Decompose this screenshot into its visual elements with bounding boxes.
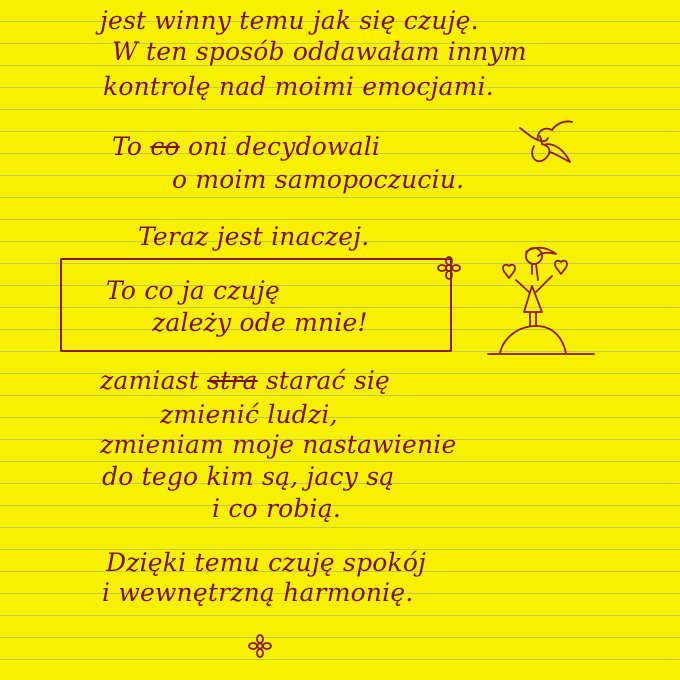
paragraph-3-line-1 (100, 366, 390, 396)
paragraph-3-line-5: i co robią. (212, 494, 341, 523)
girl-on-hill-doodle-icon (486, 240, 596, 360)
quote-line-1: To co ja czuję (106, 276, 280, 305)
closing-line-2: i wewnętrzną harmonię. (102, 578, 414, 607)
paragraph-3-start: zamiast (100, 366, 199, 395)
paragraph-3-line-3: zmieniam moje nastawienie (100, 430, 457, 459)
small-flower-icon (246, 632, 274, 660)
struck-word: co (150, 132, 180, 161)
paragraph-2-line-2: o moim samopoczuciu. (172, 165, 465, 194)
heart-icon (503, 265, 515, 278)
paragraph-3-rest: starać się (265, 366, 391, 395)
bird-doodle-icon (512, 118, 582, 173)
heart-icon (555, 261, 567, 274)
paragraph-3-line-2: zmienić ludzi, (160, 400, 338, 429)
struck-word-2: stra (207, 366, 258, 395)
quote-line-2: zależy ode mnie! (152, 308, 368, 337)
note-line-2: W ten sposób oddawałam innym (112, 37, 527, 66)
now-line: Teraz jest inaczej. (138, 222, 370, 251)
note-line-1: jest winny temu jak się czuję. (100, 6, 479, 35)
flower-doodle-icon (434, 256, 464, 282)
paragraph-2-line-1 (112, 132, 380, 162)
paragraph-2-rest: oni decydowali (187, 132, 381, 161)
closing-line-1: Dzięki temu czuję spokój (106, 548, 427, 577)
note-line-3: kontrolę nad moimi emocjami. (103, 72, 494, 101)
paragraph-3-line-4: do tego kim są, jacy są (102, 462, 395, 491)
paragraph-2-start: To (112, 132, 143, 161)
